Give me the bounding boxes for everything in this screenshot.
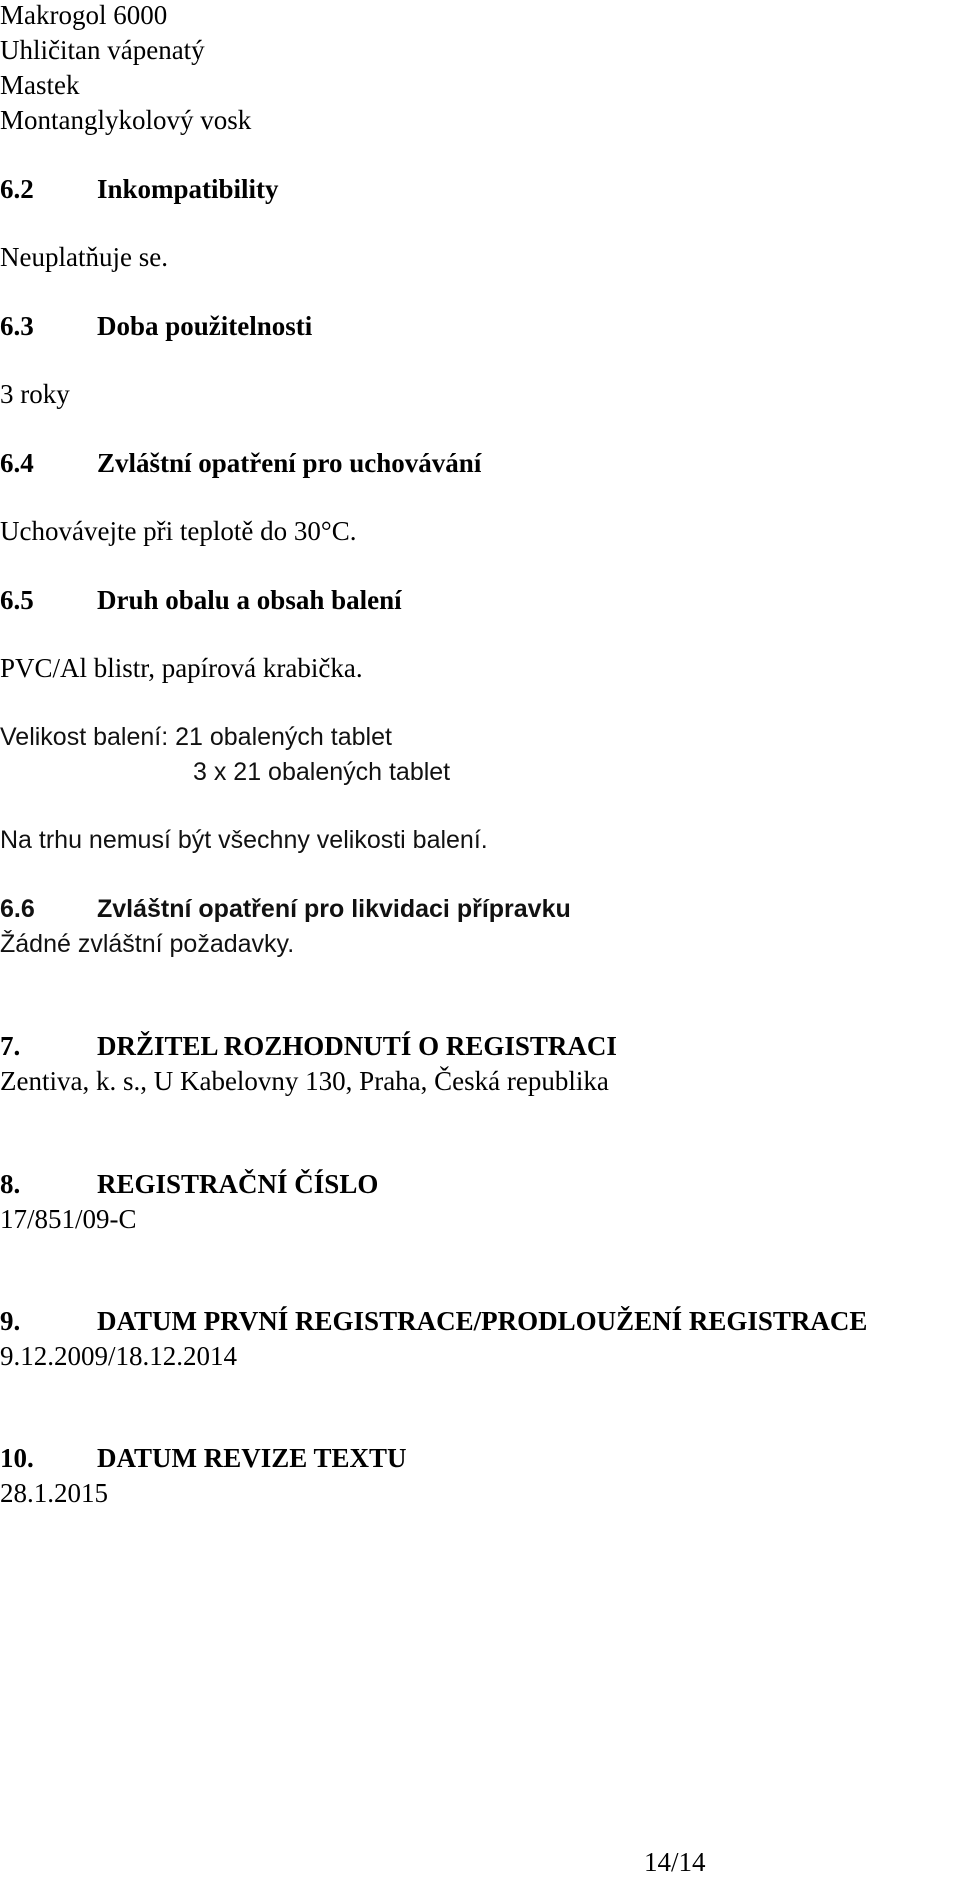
section-title: Inkompatibility bbox=[97, 174, 279, 204]
section-title: DATUM PRVNÍ REGISTRACE/PRODLOUŽENÍ REGISTRACE bbox=[97, 1306, 868, 1336]
section-heading-7 bbox=[0, 1029, 617, 1064]
section-heading-6-4 bbox=[0, 446, 481, 481]
section-text-10: 28.1.2015 bbox=[0, 1478, 108, 1508]
section-text-6-5: PVC/Al blistr, papírová krabička. bbox=[0, 653, 363, 683]
section-number: 6.2 bbox=[0, 174, 34, 204]
ingredient-item: Uhličitan vápenatý bbox=[0, 35, 205, 65]
section-title: Druh obalu a obsah balení bbox=[97, 585, 402, 615]
section-text-6-6: Žádné zvláštní požadavky. bbox=[0, 930, 295, 958]
section-heading-6-2 bbox=[0, 172, 279, 207]
section-number: 9. bbox=[0, 1306, 21, 1336]
section-text-6-2: Neuplatňuje se. bbox=[0, 242, 168, 272]
section-title: DRŽITEL ROZHODNUTÍ O REGISTRACI bbox=[97, 1031, 617, 1061]
ingredient-item: Makrogol 6000 bbox=[0, 0, 168, 30]
section-title: DATUM REVIZE TEXTU bbox=[97, 1443, 407, 1473]
section-number: 8. bbox=[0, 1169, 21, 1199]
section-number: 7. bbox=[0, 1031, 21, 1061]
section-heading-6-3 bbox=[0, 309, 312, 344]
section-text-7: Zentiva, k. s., U Kabelovny 130, Praha, Česká republika bbox=[0, 1066, 609, 1096]
section-number: 6.4 bbox=[0, 448, 34, 478]
pack-size-line: 3 x 21 obalených tablet bbox=[193, 758, 451, 786]
section-heading-10 bbox=[0, 1441, 407, 1476]
section-number: 6.5 bbox=[0, 585, 34, 615]
pack-size-line: Velikost balení: 21 obalených tablet bbox=[0, 723, 392, 751]
section-number: 6.3 bbox=[0, 311, 34, 341]
section-text-9: 9.12.2009/18.12.2014 bbox=[0, 1341, 238, 1371]
section-number: 10. bbox=[0, 1443, 34, 1473]
section-title: REGISTRAČNÍ ČÍSLO bbox=[97, 1169, 379, 1199]
section-title: Zvláštní opatření pro likvidaci přípravku bbox=[97, 895, 571, 923]
section-text-6-4: Uchovávejte při teplotě do 30°C. bbox=[0, 516, 357, 546]
section-title: Zvláštní opatření pro uchovávání bbox=[97, 448, 482, 478]
section-number: 6.6 bbox=[0, 895, 35, 923]
section-heading-6-6 bbox=[0, 892, 571, 927]
section-text-6-3: 3 roky bbox=[0, 379, 70, 409]
pack-size-note: Na trhu nemusí být všechny velikosti balení. bbox=[0, 826, 488, 854]
page-number: 14/14 bbox=[644, 1847, 706, 1877]
section-heading-9 bbox=[0, 1304, 867, 1339]
section-heading-8 bbox=[0, 1167, 378, 1202]
section-heading-6-5 bbox=[0, 583, 402, 618]
ingredient-item: Mastek bbox=[0, 70, 80, 100]
section-text-8: 17/851/09-C bbox=[0, 1204, 137, 1234]
ingredient-item: Montanglykolový vosk bbox=[0, 105, 252, 135]
section-title: Doba použitelnosti bbox=[97, 311, 313, 341]
